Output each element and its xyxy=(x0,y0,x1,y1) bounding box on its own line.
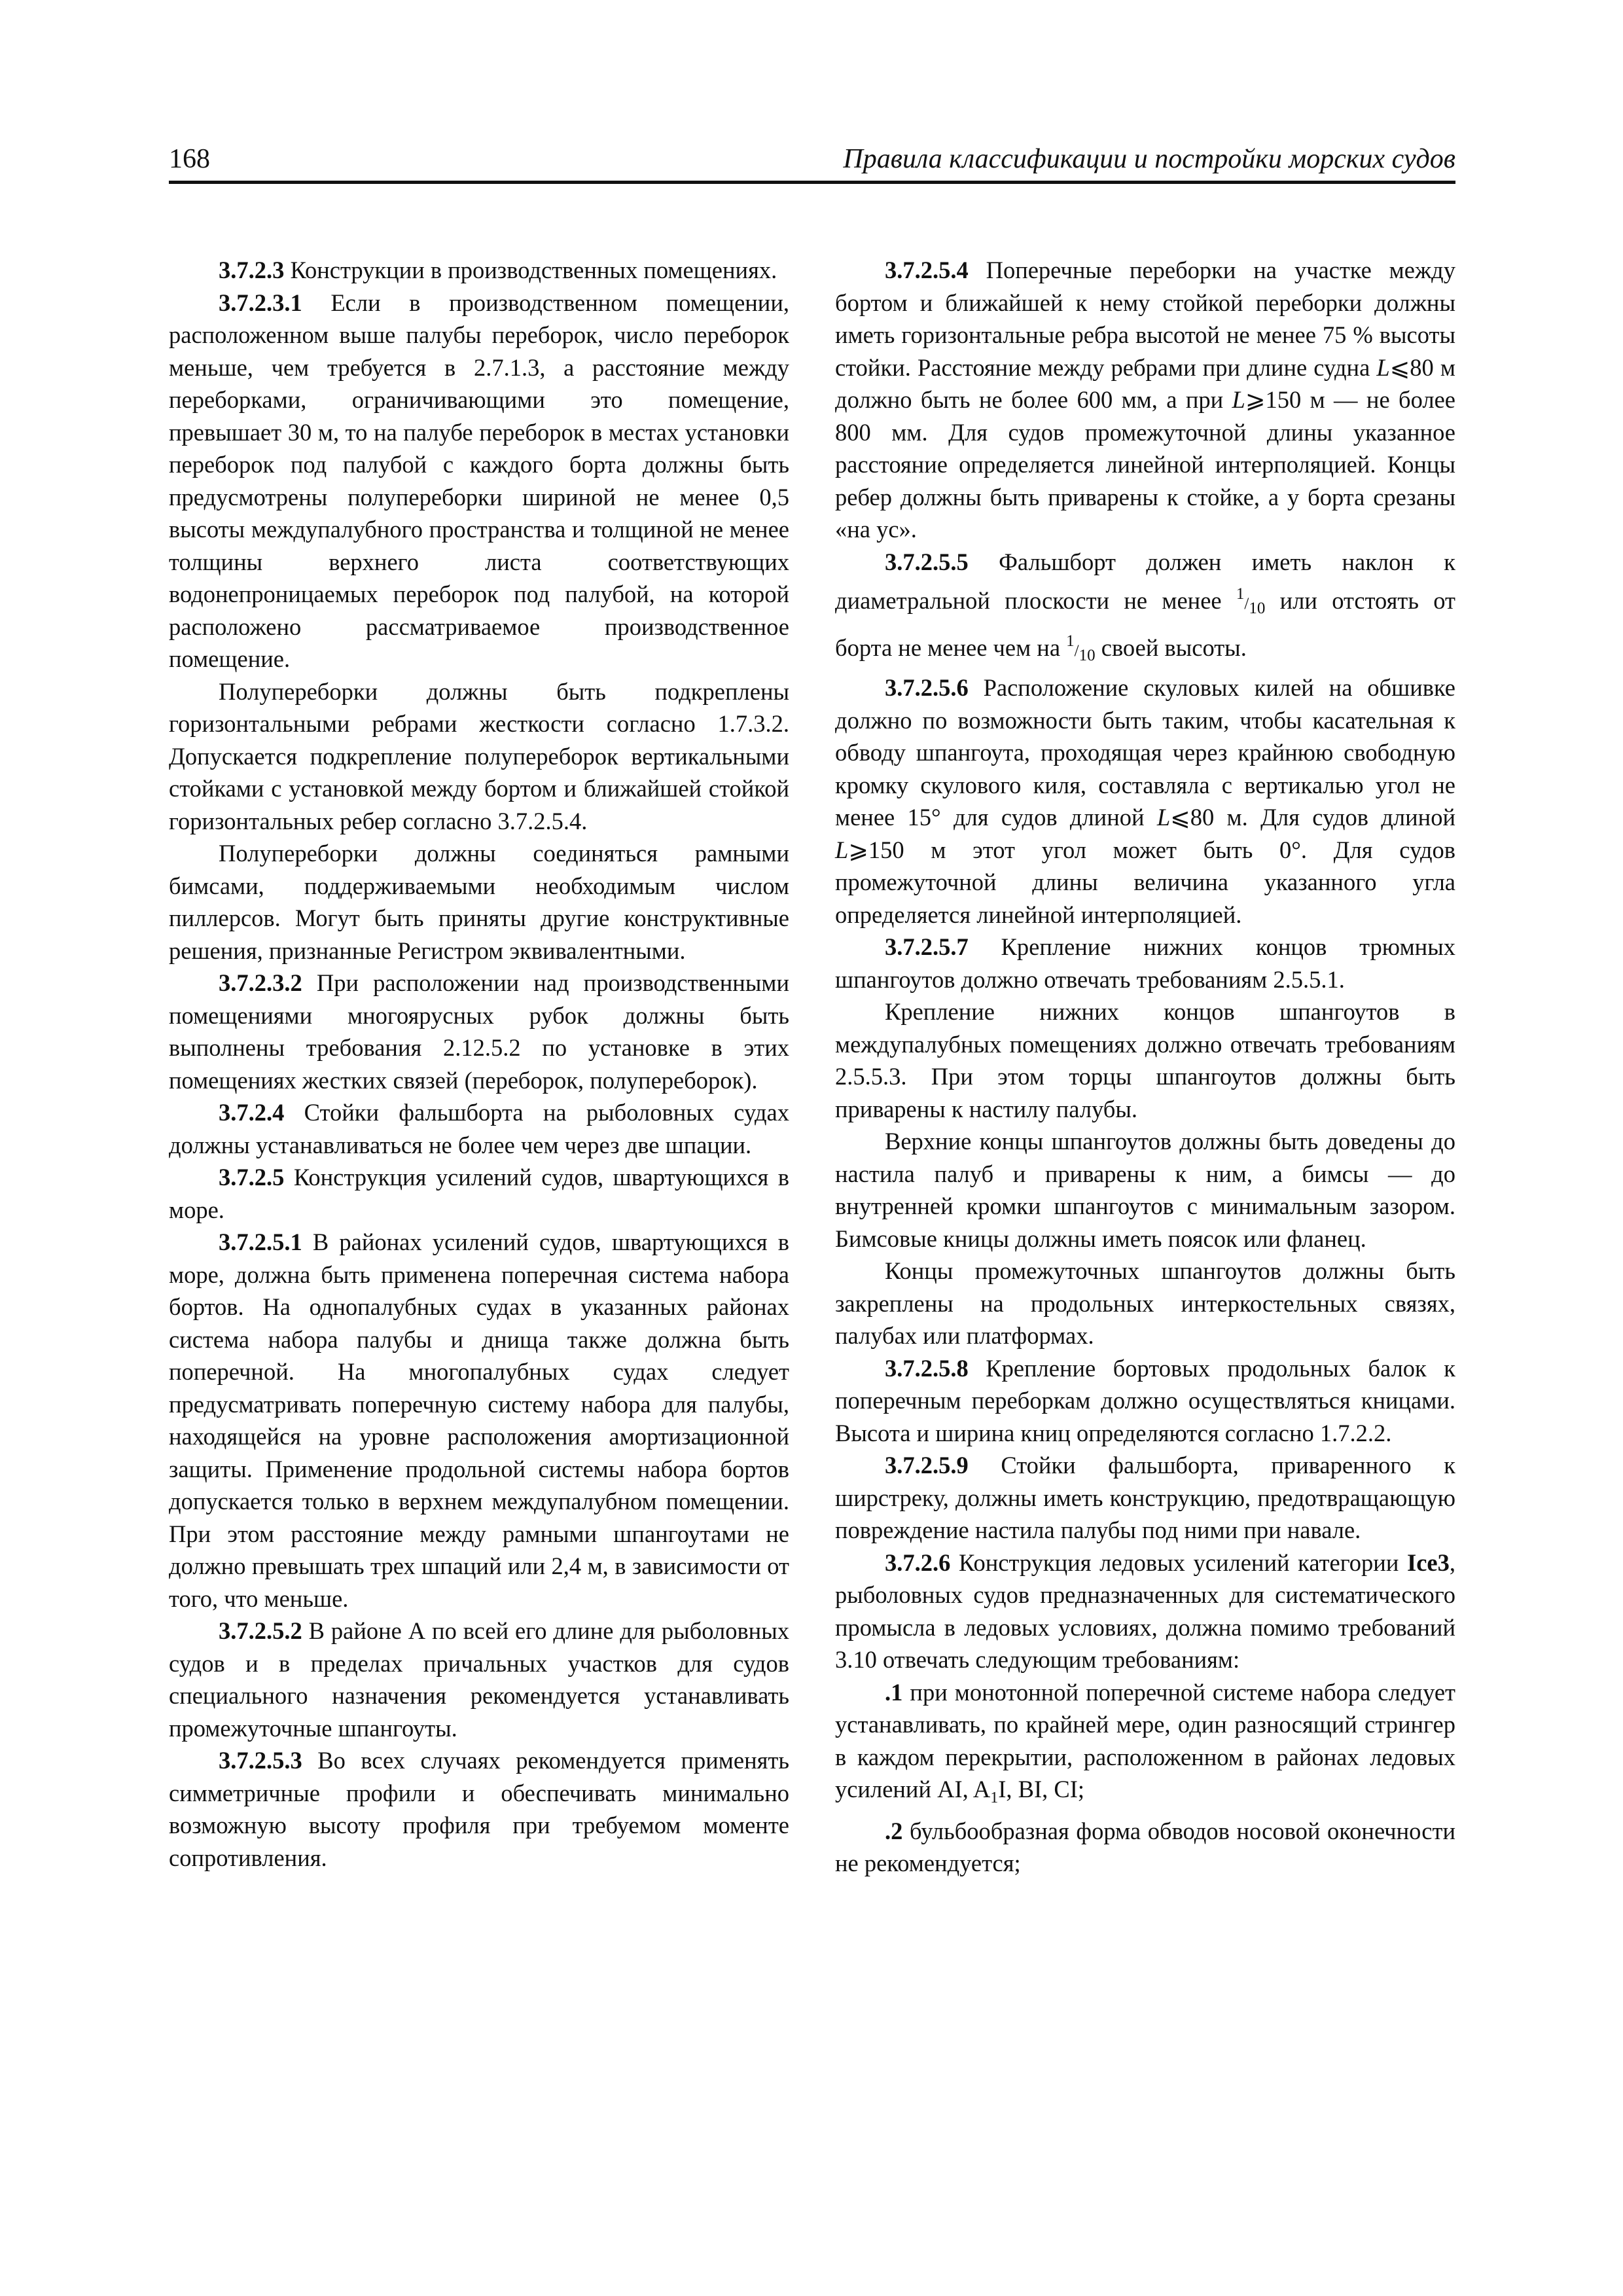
paragraph-text: Концы промежуточных шпангоутов должны быть закреплены на продольных интеркостельных связях, палубах или платформах. xyxy=(835,1257,1455,1349)
paragraph xyxy=(835,996,1455,1125)
clause-number: 3.7.2.5.1 xyxy=(219,1229,302,1255)
clause-number: 3.7.2.5.3 xyxy=(219,1747,302,1774)
paragraph xyxy=(169,967,789,1096)
list-number: .2 xyxy=(885,1817,903,1844)
right-column xyxy=(835,254,1455,1880)
left-column xyxy=(169,254,789,1874)
fraction: 1/10 xyxy=(1066,632,1096,664)
paragraph xyxy=(169,1161,789,1226)
fraction-denominator: 10 xyxy=(1249,600,1266,617)
fraction-numerator: 1 xyxy=(1236,585,1245,603)
list-number: .1 xyxy=(885,1678,903,1706)
list-item xyxy=(835,1815,1455,1880)
paragraph-text: Стойки фальшборта на рыболовных судах должны устанавливаться не более чем через две шпации. xyxy=(169,1099,789,1158)
page-header xyxy=(169,140,1455,184)
paragraph-text: Крепление нижних концов шпангоутов в междупалубных помещениях должно отвечать требованиям 2.5.5.3. При этом торцы шпангоутов должны быть приварены к настилу палубы. xyxy=(835,998,1455,1122)
clause-number: 3.7.2.5.7 xyxy=(885,933,969,960)
clause-number: 3.7.2.5.5 xyxy=(885,548,969,575)
clause-number: 3.7.2.3 xyxy=(219,257,285,283)
paragraph-text: Полупереборки должны соединяться рамными бимсами, поддерживаемыми необходимым числом пиллерсов. Могут быть приняты другие конструктивные решения, признанные Регистром эквивалентными. xyxy=(169,840,789,964)
clause-number: 3.7.2.6 xyxy=(885,1549,951,1576)
paragraph-text: Полупереборки должны быть подкреплены горизонтальными ребрами жесткости согласно 1.7.3.2. Допускается подкрепление полупереборок вертикальными стойками с установкой между бортом и ближайшей стойкой горизонтальных ребер согласно 3.7.2.5.4. xyxy=(169,677,789,834)
paragraph xyxy=(835,1352,1455,1450)
paragraph-text: Крепление нижних концов трюмных шпангоутов должно отвечать требованиям 2.5.5.1. xyxy=(835,933,1455,993)
paragraph-text: При расположении над производственными помещениями многоярусных рубок должны быть выполнены требования 2.12.5.2 по установке в этих помещениях жестких связей (переборок, полупереборок). xyxy=(169,969,789,1094)
paragraph xyxy=(169,1744,789,1874)
fraction-numerator: 1 xyxy=(1066,632,1075,650)
clause-number: 3.7.2.5.9 xyxy=(885,1452,969,1479)
clause-number: 3.7.2.5.4 xyxy=(885,257,969,283)
clause-number: 3.7.2.5 xyxy=(219,1164,285,1191)
paragraph-text: Стойки фальшборта, приваренного к ширстреку, должны иметь конструкцию, предотвращающую повреждение настила палубы под ними при навале. xyxy=(835,1452,1455,1543)
fraction-denominator: 10 xyxy=(1079,646,1096,664)
clause-number: 3.7.2.5.8 xyxy=(885,1354,969,1382)
paragraph-text: Крепление бортовых продольных балок к поперечным переборкам должно осуществляться кницами. Высота и ширина книц определяются согласно 1.7.2.2. xyxy=(835,1354,1455,1446)
paragraph xyxy=(169,675,789,838)
math-variable: L xyxy=(1156,804,1171,831)
paragraph xyxy=(835,1255,1455,1352)
paragraph xyxy=(169,1226,789,1615)
paragraph xyxy=(835,1449,1455,1547)
paragraph xyxy=(169,1096,789,1161)
paragraph-text: Фальшборт должен иметь наклон к диаметральной плоскости не менее xyxy=(835,548,1455,614)
clause-number: 3.7.2.5.2 xyxy=(219,1617,302,1644)
paragraph-text: ⩽80 м должно быть не более 600 мм, а при xyxy=(835,353,1455,413)
paragraph xyxy=(835,672,1455,931)
paragraph-text: I, BI, CI; xyxy=(998,1776,1085,1803)
paragraph xyxy=(169,254,789,287)
paragraph xyxy=(169,287,789,675)
paragraph-text: Расположение скуловых килей на обшивке должно по возможности быть таким, чтобы касательная к обводу шпангоута, проходящая через крайнюю свободную кромку скулового киля, составляла с вертикалью угол не менее 15° для судов длиной xyxy=(835,674,1455,831)
paragraph-text: Конструкция ледовых усилений категории xyxy=(950,1549,1408,1576)
paragraph-text: ⩽80 м. Для судов длиной xyxy=(1170,804,1455,831)
paragraph xyxy=(835,254,1455,546)
clause-number: 3.7.2.4 xyxy=(219,1099,285,1126)
paragraph-text: Конструкции в производственных помещениях. xyxy=(284,257,777,283)
paragraph xyxy=(835,1125,1455,1255)
paragraph-text: Верхние концы шпангоутов должны быть доведены до настила палуб и приварены к ним, а бимсы — до внутренней кромки шпангоутов с минимальным зазором. Бимсовые кницы должны иметь поясок или фланец. xyxy=(835,1128,1455,1252)
paragraph xyxy=(169,1615,789,1744)
fraction: 1/10 xyxy=(1236,585,1266,617)
clause-number: 3.7.2.5.6 xyxy=(885,674,969,701)
paragraph-text: ⩾150 м — не более 800 мм. Для судов промежуточной длины указанное расстояние определяется линейной интерполяцией. Концы ребер должны быть приварены к стойке, а у борта срезаны «на ус». xyxy=(835,386,1455,543)
paragraph xyxy=(169,837,789,967)
ice-category: Ice3 xyxy=(1407,1549,1450,1576)
page-number: 168 xyxy=(169,144,210,174)
paragraph xyxy=(835,931,1455,996)
paragraph-text: Поперечные переборки на участке между бортом и ближайшей к нему стойкой переборки должны иметь горизонтальные ребра высотой не менее 75 % высоты стойки. Расстояние между ребрами при длине судна xyxy=(835,257,1455,381)
clause-number: 3.7.2.3.1 xyxy=(219,289,302,316)
paragraph xyxy=(835,546,1455,672)
clause-number: 3.7.2.3.2 xyxy=(219,969,302,996)
subscript: 1 xyxy=(990,1789,999,1806)
paragraph-text: при монотонной поперечной системе набора следует устанавливать, по крайней мере, один разносящий стрингер в каждом перекрытии, расположенном в районах ледовых усилений AI, A xyxy=(835,1678,1455,1803)
paragraph-text: , рыболовных судов предназначенных для систематического промысла в ледовых условиях, должна помимо требований 3.10 отвечать следующим требованиям: xyxy=(835,1549,1455,1673)
paragraph-text: Если в производственном помещении, расположенном выше палубы переборок, число переборок меньше, чем требуется в 2.7.1.3, а расстояние между переборками, ограничивающими это помещение, превышает 30 м, то на палубе переборок в местах установки переборок под палубой с каждого борта должны быть предусмотрены полупереборки шириной не менее 0,5 высоты междупалубного пространства и толщиной не менее толщины верхнего листа соответствующих водонепроницаемых переборок под палубой, на которой расположено рассматриваемое производственное помещение. xyxy=(169,289,789,672)
paragraph-text: Во всех случаях рекомендуется применять симметричные профили и обеспечивать минимально возможную высоту профиля при требуемом моменте сопротивления. xyxy=(169,1747,789,1871)
document-page xyxy=(169,0,1455,2296)
paragraph xyxy=(835,1547,1455,1676)
paragraph-text: В районах усилений судов, швартующихся в море, должна быть применена поперечная система набора бортов. На однопалубных судах в указанных районах система набора палубы и днища также должна быть поперечной. На многопалубных судах следует предусматривать поперечную систему набора для палубы, находящейся на уровне расположения амортизационной защиты. Применение продольной системы набора бортов допускается только в верхнем междупалубном помещении. При этом расстояние между рамными шпангоутами не должно превышать трех шпаций или 2,4 м, в зависимости от того, что меньше. xyxy=(169,1229,789,1612)
math-variable: L xyxy=(835,836,849,863)
paragraph-text: или отстоять от борта не менее чем на xyxy=(835,587,1455,661)
math-variable: L xyxy=(1232,386,1245,413)
paragraph-text: бульбообразная форма обводов носовой оконечности не рекомендуется; xyxy=(835,1817,1455,1876)
list-item xyxy=(835,1676,1455,1815)
paragraph-text: ⩾150 м этот угол может быть 0°. Для судов промежуточной длины величина указанного угла определяется линейной интерполяцией. xyxy=(835,836,1455,928)
paragraph-text: своей высоты. xyxy=(1095,634,1247,661)
math-variable: L xyxy=(1376,353,1390,381)
paragraph-text: В районе А по всей его длине для рыболовных судов и в пределах причальных участков для судов специального назначения рекомендуется устанавливать промежуточные шпангоуты. xyxy=(169,1617,789,1742)
paragraph-text: Конструкция усилений судов, швартующихся в море. xyxy=(169,1164,789,1223)
running-title: Правила классификации и постройки морских судов xyxy=(843,144,1455,174)
